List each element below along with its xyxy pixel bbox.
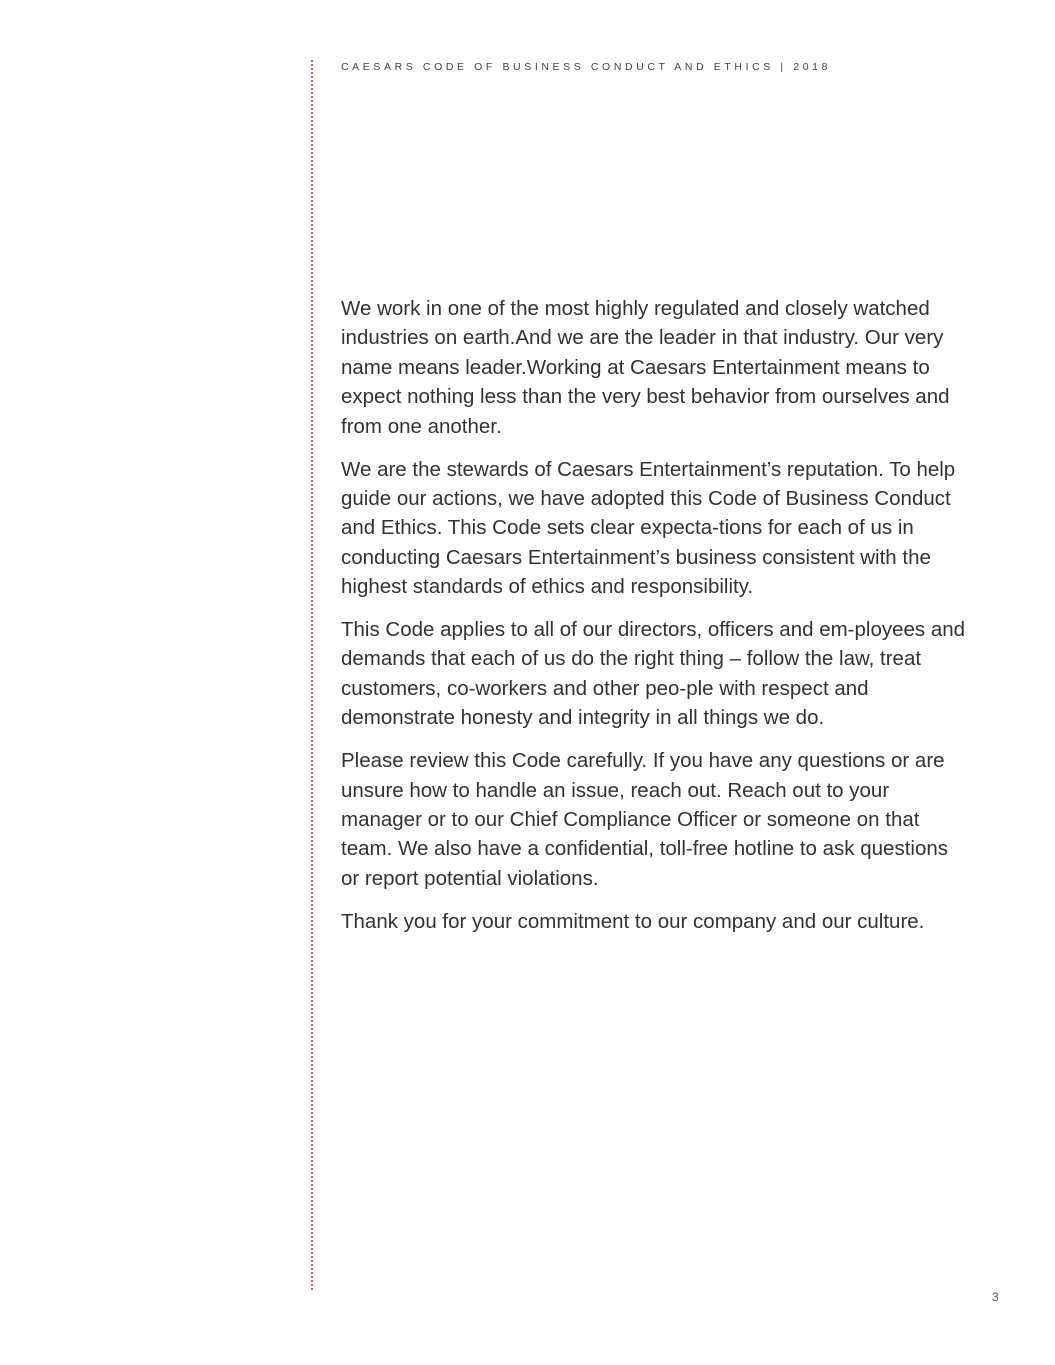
body-text <box>341 294 971 950</box>
paragraph-stewards: We are the stewards of Caesars Entertainment’s reputation. To help guide our actions, we have adopted this Code of Business Conduct and Ethics. This Code sets clear expecta-tions for each of us in conducting Caesars Entertainment’s business consistent with the highest standards of ethics and responsibility. <box>341 457 956 599</box>
page-number: 3 <box>992 1290 999 1304</box>
dotted-margin-divider <box>311 60 313 1290</box>
paragraph-intro: We work in one of the most highly regulated and closely watched industries on earth.And we are the leader in that industry. Our very name means leader.Working at Caesars Entertainment means to expect nothing less than the very best behavior from ourselves and from one another. <box>341 297 950 438</box>
paragraph-thanks: Thank you for your commitment to our company and our culture. <box>341 909 925 933</box>
paragraph-applies: This Code applies to all of our directors, officers and em-ployees and demands that each of us do the right thing – follow the law, treat customers, co-workers and other peo-ple with respect and demonstrate honesty and integrity in all things we do. <box>341 618 966 730</box>
running-header: CAESARS CODE OF BUSINESS CONDUCT AND ETHICS | 2018 <box>341 61 832 73</box>
paragraph-review: Please review this Code carefully. If you have any questions or are unsure how to handle an issue, reach out. Reach out to your manager or to our Chief Compliance Officer or someone on that team. We also have a confidential, toll-free hotline to ask questions or report potential violations. <box>341 749 948 890</box>
